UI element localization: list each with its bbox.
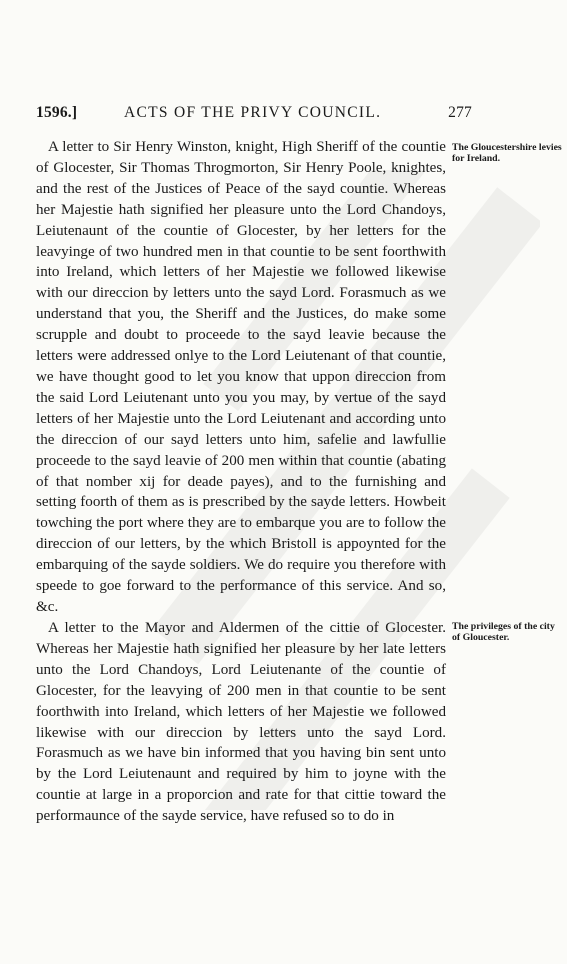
page-header bbox=[36, 104, 472, 124]
body-paragraph-2: A letter to the Mayor and Aldermen of the cittie of Glocester. Whereas her Majestie hath signified her pleasure by her late letters unto the Lord Chandoys, Lord Leiutenante of the countie of Glocester, for the leavying of 200 men in that countie to be sent foorthwith into Ireland, which letters of her Majestie we followed likewise with our direccion by letters unto the sayd Lord. Forasmuch as we have bin informed that you having bin sent unto by the Lord Leiutenaunt and required by him to joyne with the countie at large in a proporcion and rate for that cittie toward the performaunce of the sayde service, have refused so to do in bbox=[36, 620, 446, 825]
body-paragraph-1: A letter to Sir Henry Winston, knight, High Sheriff of the countie of Glocester, Sir Thomas Throgmorton, Sir Henry Poole, knightes, and the rest of the Justices of Peace of the sayd countie. Whereas her Majestie hath signified her pleasure unto the Lord Chandoys, Leiutenaunt of the countie of Glocester, by her letters for the leavyinge of two hundred men in that countie to be sent foorthwith into Ireland, which letters of her Majestie we followed likewise with our direccion by letters unto the sayd Lord. Forasmuch as we understand that you, the Sheriff and the Justices, do make some scrupple and doubt to proceede to the sayd leavie because the letters were addressed onlye to the Lord Leiutenant of that countie, we have thought good to let you know that uppon direccion from the said Lord Leiutenant unto you you may, by vertue of the sayd letters of her Majestie unto the Lord Leiutenant and according unto the direccion of our sayd letters unto him, safelie and lawfullie proceede to the sayd leavie of 200 men within that countie (abating of that nomber xij for deade payes), and to the furnishing and setting foorth of them as is prescribed by the sayde letters. Howbeit towching the port where they are to embarque you are to follow the direccion of our letters, by the which Bristoll is appoynted for the embarquing of the sayde soldiers. We do require you therefore with speede to goe forward to the performance of this service. And so, &c. bbox=[36, 139, 446, 615]
page-number: 277 bbox=[448, 104, 472, 121]
running-title: ACTS OF THE PRIVY COUNCIL. bbox=[124, 104, 382, 121]
header-year: 1596.] bbox=[36, 104, 78, 121]
sidenote-1: The Gloucestershire levies for Ireland. bbox=[452, 142, 562, 164]
sidenote-2: The privileges of the city of Gloucester. bbox=[452, 621, 555, 643]
